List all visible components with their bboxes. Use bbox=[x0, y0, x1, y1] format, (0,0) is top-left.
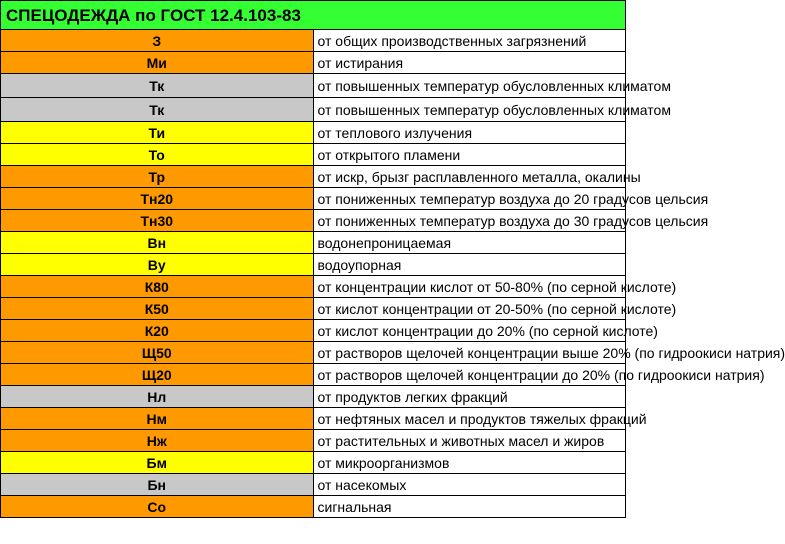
table-row bbox=[1, 30, 626, 52]
cell-code[interactable]: То bbox=[1, 144, 314, 166]
cell-code[interactable]: Бн bbox=[1, 474, 314, 496]
table-row bbox=[1, 430, 626, 452]
table-row bbox=[1, 320, 626, 342]
cell-description[interactable]: от истирания bbox=[313, 52, 626, 74]
cell-description[interactable]: от растворов щелочей концентрации выше 20% (по гидроокиси натрия) bbox=[313, 342, 626, 364]
cell-description[interactable]: от растительных и животных масел и жиров bbox=[313, 430, 626, 452]
cell-code[interactable]: Тк bbox=[1, 98, 314, 122]
table-row bbox=[1, 276, 626, 298]
table-row bbox=[1, 408, 626, 430]
cell-code[interactable]: Щ50 bbox=[1, 342, 314, 364]
table-row bbox=[1, 52, 626, 74]
cell-description[interactable]: от открытого пламени bbox=[313, 144, 626, 166]
cell-code[interactable]: Ми bbox=[1, 52, 314, 74]
cell-description[interactable]: от повышенных температур обусловленных климатом bbox=[313, 74, 626, 98]
table-row bbox=[1, 98, 626, 122]
cell-description[interactable]: водонепроницаемая bbox=[313, 232, 626, 254]
table-row bbox=[1, 452, 626, 474]
cell-code[interactable]: Нж bbox=[1, 430, 314, 452]
cell-description[interactable]: от общих производственных загрязнений bbox=[313, 30, 626, 52]
cell-code[interactable]: К20 bbox=[1, 320, 314, 342]
cell-code[interactable]: Ти bbox=[1, 122, 314, 144]
cell-description[interactable]: от теплового излучения bbox=[313, 122, 626, 144]
cell-code[interactable]: Нм bbox=[1, 408, 314, 430]
cell-code[interactable]: Тр bbox=[1, 166, 314, 188]
cell-description[interactable]: от кислот концентрации от 20-50% (по серной кислоте) bbox=[313, 298, 626, 320]
cell-code[interactable]: Бм bbox=[1, 452, 314, 474]
cell-description[interactable]: от насекомых bbox=[313, 474, 626, 496]
cell-code[interactable]: Со bbox=[1, 496, 314, 518]
cell-description[interactable]: водоупорная bbox=[313, 254, 626, 276]
cell-description[interactable]: от пониженных температур воздуха до 20 градусов цельсия bbox=[313, 188, 626, 210]
cell-code[interactable]: Тн20 bbox=[1, 188, 314, 210]
cell-description[interactable]: от продуктов легких фракций bbox=[313, 386, 626, 408]
cell-description[interactable]: от концентрации кислот от 50-80% (по серной кислоте) bbox=[313, 276, 626, 298]
cell-description[interactable]: от повышенных температур обусловленных климатом bbox=[313, 98, 626, 122]
cell-description[interactable]: от растворов щелочей концентрации до 20% (по гидроокиси натрия) bbox=[313, 364, 626, 386]
table-row bbox=[1, 144, 626, 166]
cell-description[interactable]: от пониженных температур воздуха до 30 градусов цельсия bbox=[313, 210, 626, 232]
table-row bbox=[1, 386, 626, 408]
table-row bbox=[1, 188, 626, 210]
cell-description[interactable]: от кислот концентрации до 20% (по серной кислоте) bbox=[313, 320, 626, 342]
cell-description[interactable]: от нефтяных масел и продуктов тяжелых фракций bbox=[313, 408, 626, 430]
cell-code[interactable]: Нл bbox=[1, 386, 314, 408]
cell-code[interactable]: Тн30 bbox=[1, 210, 314, 232]
table-row bbox=[1, 342, 626, 364]
table-row bbox=[1, 166, 626, 188]
cell-description[interactable]: от микроорганизмов bbox=[313, 452, 626, 474]
cell-description[interactable]: сигнальная bbox=[313, 496, 626, 518]
table-title[interactable]: СПЕЦОДЕЖДА по ГОСТ 12.4.103-83 bbox=[1, 1, 626, 30]
table-row bbox=[1, 364, 626, 386]
cell-code[interactable]: К50 bbox=[1, 298, 314, 320]
cell-code[interactable]: З bbox=[1, 30, 314, 52]
table-row bbox=[1, 496, 626, 518]
table-row bbox=[1, 254, 626, 276]
table-row bbox=[1, 122, 626, 144]
table-row bbox=[1, 232, 626, 254]
cell-code[interactable]: К80 bbox=[1, 276, 314, 298]
table-row bbox=[1, 210, 626, 232]
cell-code[interactable]: Вн bbox=[1, 232, 314, 254]
table-row bbox=[1, 74, 626, 98]
cell-code[interactable]: Щ20 bbox=[1, 364, 314, 386]
table-header-row bbox=[1, 1, 626, 30]
cell-code[interactable]: Тк bbox=[1, 74, 314, 98]
table-row bbox=[1, 474, 626, 496]
cell-description[interactable]: от искр, брызг расплавленного металла, окалины bbox=[313, 166, 626, 188]
cell-code[interactable]: Ву bbox=[1, 254, 314, 276]
table-row bbox=[1, 298, 626, 320]
